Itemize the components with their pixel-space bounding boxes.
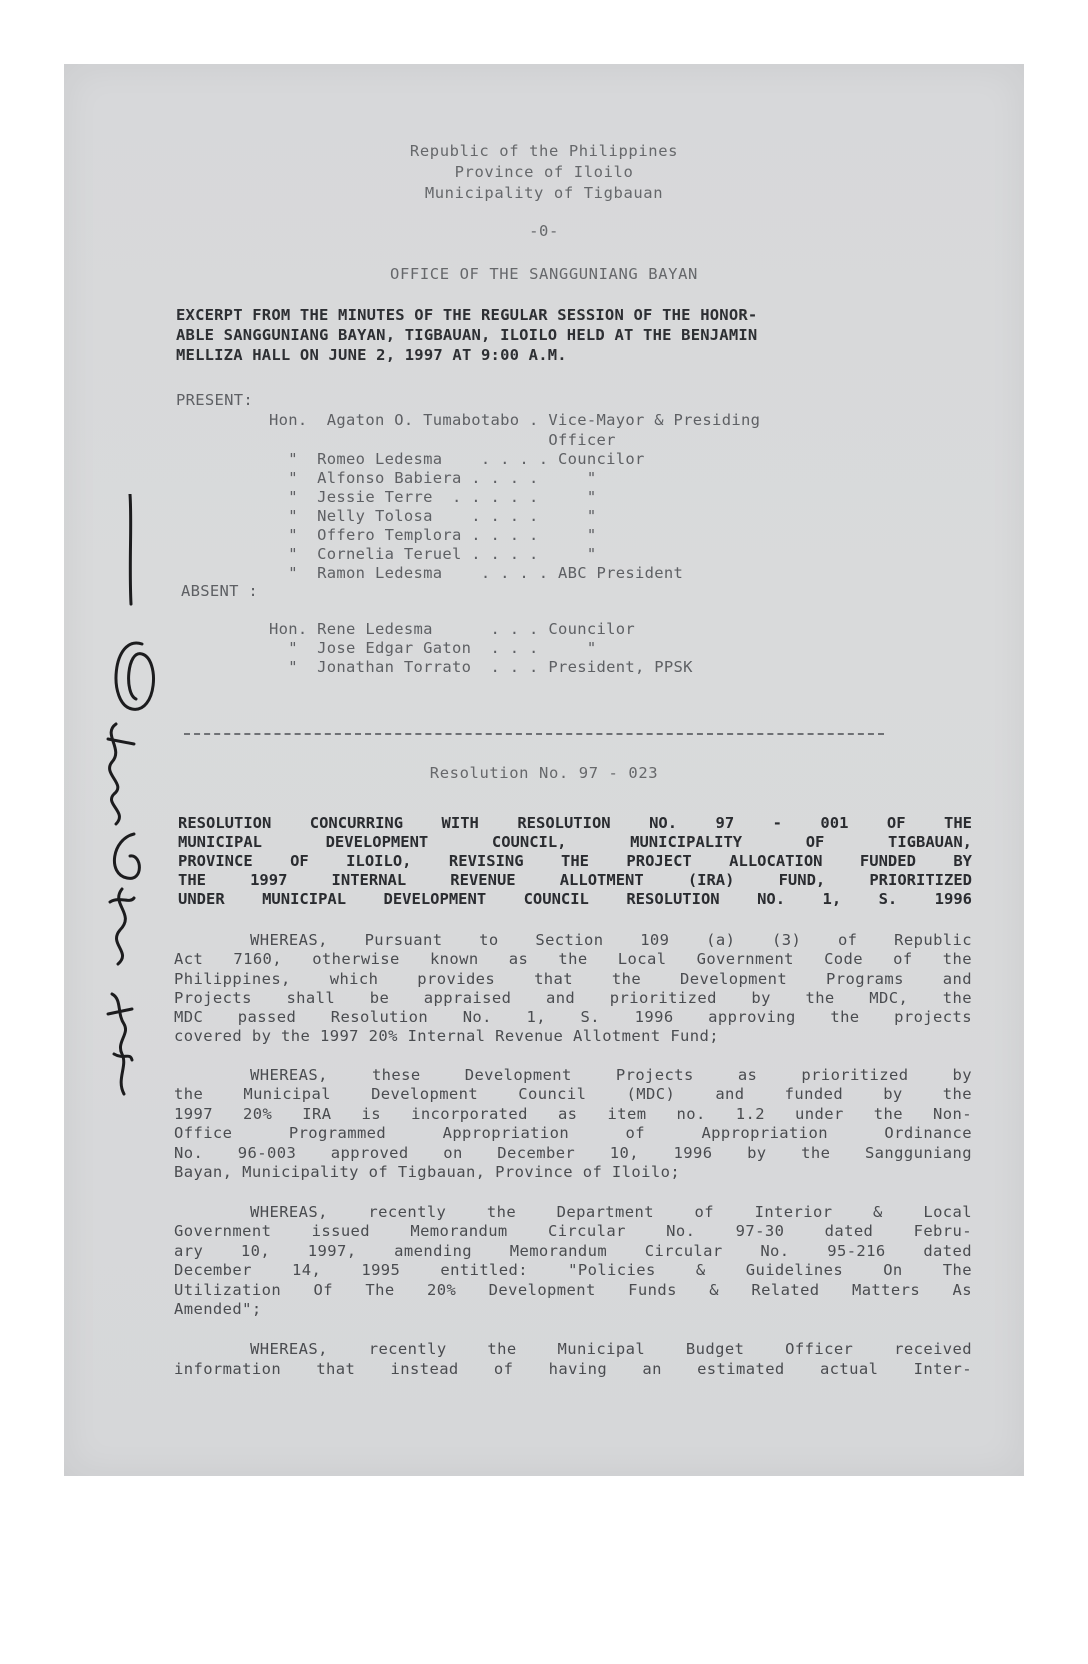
whereas-4-line: WHEREAS, recently the Municipal Budget Officer received (250, 1340, 972, 1358)
present-row: " Romeo Ledesma . . . . Councilor (269, 450, 645, 468)
whereas-2-line: No. 96-003 approved on December 10, 1996 by the Sangguniang (174, 1144, 972, 1162)
absent-row: " Jonathan Torrato . . . President, PPSK (269, 658, 693, 676)
margin-signature-icon (72, 494, 162, 1114)
whereas-3-line: Utilization Of The 20% Development Funds & Related Matters As (174, 1281, 972, 1299)
present-row: " Offero Templora . . . . " (269, 526, 597, 544)
whereas-3-line: December 14, 1995 entitled: "Policies & Guidelines On The (174, 1261, 972, 1279)
whereas-1-line: Act 7160, otherwise known as the Local Government Code of the (174, 950, 972, 968)
header-municipality: Municipality of Tigbauan (424, 184, 664, 202)
present-row: Officer (269, 431, 616, 449)
whereas-3-line: Amended"; (174, 1300, 262, 1318)
whereas-4-line: information that instead of having an estimated actual Inter- (174, 1360, 972, 1378)
resolution-title-line: THE 1997 INTERNAL REVENUE ALLOTMENT (IRA) FUND, PRIORITIZED (178, 871, 972, 889)
dashed-divider (184, 733, 884, 735)
resolution-title-line: PROVINCE OF ILOILO, REVISING THE PROJECT ALLOCATION FUNDED BY (178, 852, 972, 870)
present-row: " Jessie Terre . . . . . " (269, 488, 597, 506)
office-title: OFFICE OF THE SANGGUNIANG BAYAN (390, 265, 698, 283)
whereas-2-line: Office Programmed Appropriation of Appropriation Ordinance (174, 1124, 972, 1142)
whereas-1-line: covered by the 1997 20% Internal Revenue Allotment Fund; (174, 1027, 719, 1045)
whereas-1-line: MDC passed Resolution No. 1, S. 1996 approving the projects (174, 1008, 972, 1026)
present-row: " Alfonso Babiera . . . . " (269, 469, 597, 487)
whereas-3-line: ary 10, 1997, amending Memorandum Circular No. 95-216 dated (174, 1242, 972, 1260)
whereas-2-line: the Municipal Development Council (MDC) and funded by the (174, 1085, 972, 1103)
resolution-title-line: UNDER MUNICIPAL DEVELOPMENT COUNCIL RESOLUTION NO. 1, S. 1996 (178, 890, 972, 908)
header-separator: -0- (529, 222, 559, 240)
header-republic: Republic of the Philippines (409, 142, 679, 160)
absent-row: Hon. Rene Ledesma . . . Councilor (269, 620, 636, 638)
present-row: Hon. Agaton O. Tumabotabo . Vice-Mayor & Presiding (269, 411, 761, 429)
whereas-1-line: Philippines, which provides that the Development Programs and (174, 970, 972, 988)
present-row: " Nelly Tolosa . . . . " (269, 507, 597, 525)
whereas-1-line: Projects shall be appraised and prioritized by the MDC, the (174, 989, 972, 1007)
absent-row: " Jose Edgar Gaton . . . " (269, 639, 597, 657)
present-label: PRESENT: (176, 391, 254, 409)
present-row: " Ramon Ledesma . . . . ABC President (269, 564, 684, 582)
absent-label: ABSENT : (181, 582, 259, 600)
whereas-3-line: WHEREAS, recently the Department of Interior & Local (250, 1203, 972, 1221)
resolution-number: Resolution No. 97 - 023 (429, 764, 659, 782)
excerpt-line: EXCERPT FROM THE MINUTES OF THE REGULAR SESSION OF THE HONOR- (176, 306, 758, 324)
whereas-2-line: WHEREAS, these Development Projects as prioritized by (250, 1066, 972, 1084)
resolution-title-line: MUNICIPAL DEVELOPMENT COUNCIL, MUNICIPALITY OF TIGBAUAN, (178, 833, 972, 851)
present-row: " Cornelia Teruel . . . . " (269, 545, 597, 563)
whereas-2-line: Bayan, Municipality of Tigbauan, Province of Iloilo; (174, 1163, 681, 1181)
header-province: Province of Iloilo (454, 163, 634, 181)
resolution-title-line: RESOLUTION CONCURRING WITH RESOLUTION NO. 97 - 001 OF THE (178, 814, 972, 832)
document-page (64, 64, 1024, 1476)
excerpt-line: MELLIZA HALL ON JUNE 2, 1997 AT 9:00 A.M. (176, 346, 567, 364)
whereas-1-line: WHEREAS, Pursuant to Section 109 (a) (3) of Republic (250, 931, 972, 949)
whereas-2-line: 1997 20% IRA is incorporated as item no. 1.2 under the Non- (174, 1105, 972, 1123)
whereas-3-line: Government issued Memorandum Circular No. 97-30 dated Febru- (174, 1222, 972, 1240)
excerpt-line: ABLE SANGGUNIANG BAYAN, TIGBAUAN, ILOILO HELD AT THE BENJAMIN (176, 326, 758, 344)
